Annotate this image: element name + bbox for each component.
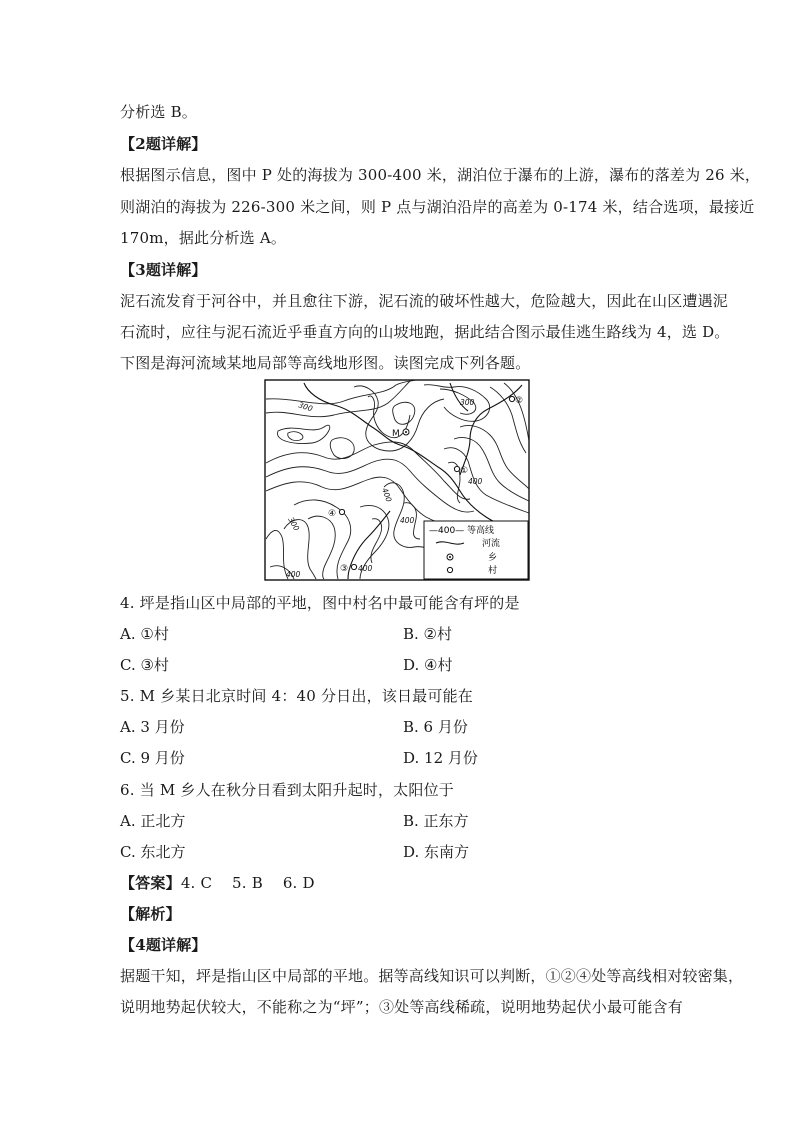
contour-label: 400 [468,477,483,486]
q4-option-c[interactable]: C. ③村 [120,656,169,674]
q5-option-c[interactable]: C. 9 月份 [120,749,185,767]
legend-river-label: 河流 [482,539,501,549]
legend-township-label: 乡 [488,553,498,563]
paragraph-line: 说明地势起伏较大，不能称之为“坪”；③处等高线稀疏，说明地势起伏小最可能含有 [120,998,683,1016]
section-heading-q2: 【2题详解】 [120,135,207,153]
village-4-label: ④ [328,509,337,519]
answer-label: 【答案】 [120,874,181,892]
village-3-label: ③ [340,564,349,574]
section-heading-q3: 【3题详解】 [120,261,207,279]
q6-option-d[interactable]: D. 东南方 [403,843,470,861]
paragraph-line: 据题干知，坪是指山区中局部的平地。据等高线知识可以判断，①②④处等高线相对较密集， [120,967,744,985]
q4-option-a[interactable]: A. ①村 [120,625,169,643]
township-m-label: M [392,429,400,439]
paragraph-line: 根据图示信息，图中 P 处的海拔为 300-400 米，湖泊位于瀑布的上游，瀑布的落差为 26 米， [120,166,761,184]
answer-line [120,873,315,893]
map-legend [424,521,528,579]
question-6: 6. 当 M 乡人在秋分日看到太阳升起时，太阳位于 [120,781,454,799]
q5-option-b[interactable]: B. 6 月份 [403,718,468,736]
q4-option-d[interactable]: D. ④村 [403,656,453,674]
contour-label: 400 [400,516,415,525]
contour-label: 300 [297,400,314,414]
legend-village-label: 村 [488,566,498,576]
legend-village-icon [447,567,452,572]
village-3-icon [351,564,356,569]
village-1-icon [454,466,459,471]
contour-label: 400 [380,486,394,504]
paragraph-line: 170m，据此分析选 A。 [120,229,287,247]
q6-option-a[interactable]: A. 正北方 [120,812,186,830]
question-4: 4. 坪是指山区中局部的平地，图中村名中最可能含有坪的是 [120,594,520,612]
q4-option-b[interactable]: B. ②村 [403,625,453,643]
legend-contour-label: —400— 等高线 [429,526,495,536]
paragraph-line: 泥石流发育于河谷中，并且愈往下游，泥石流的破坏性越大，危险越大，因此在山区遭遇泥 [120,292,729,310]
q5-option-d[interactable]: D. 12 月份 [403,749,478,767]
contour-label: 300 [460,398,475,407]
village-2-icon [509,396,514,401]
contour-label: 400 [358,564,373,573]
paragraph-line: 分析选 B。 [120,103,197,121]
contour-map [264,379,530,581]
answer-text: 4. C 5. B 6. D [180,874,315,892]
contour-label: 300 [286,515,302,533]
village-2-label: ② [515,396,524,406]
q5-option-a[interactable]: A. 3 月份 [120,718,185,736]
village-1-label: ① [460,466,469,476]
paragraph-line: 石流时，应往与泥石流近乎垂直方向的山坡地跑，据此结合图示最佳逃生路线为 4，选 D。 [120,323,730,341]
contour-label: 400 [286,570,301,579]
village-4-icon [339,509,344,514]
figure-intro: 下图是海河流域某地局部等高线地形图。读图完成下列各题。 [120,354,531,372]
analysis-heading: 【解析】 [120,905,181,923]
section-heading-q4: 【4题详解】 [120,936,207,954]
question-5: 5. M 乡某日北京时间 4：40 分日出，该日最可能在 [120,687,473,705]
contour-map-figure [264,379,530,581]
q6-option-c[interactable]: C. 东北方 [120,843,186,861]
paragraph-line: 则湖泊的海拔为 226-300 米之间，则 P 点与湖泊沿岸的高差为 0-174 米，结合选项，最接近 [120,198,755,216]
q6-option-b[interactable]: B. 正东方 [403,812,469,830]
